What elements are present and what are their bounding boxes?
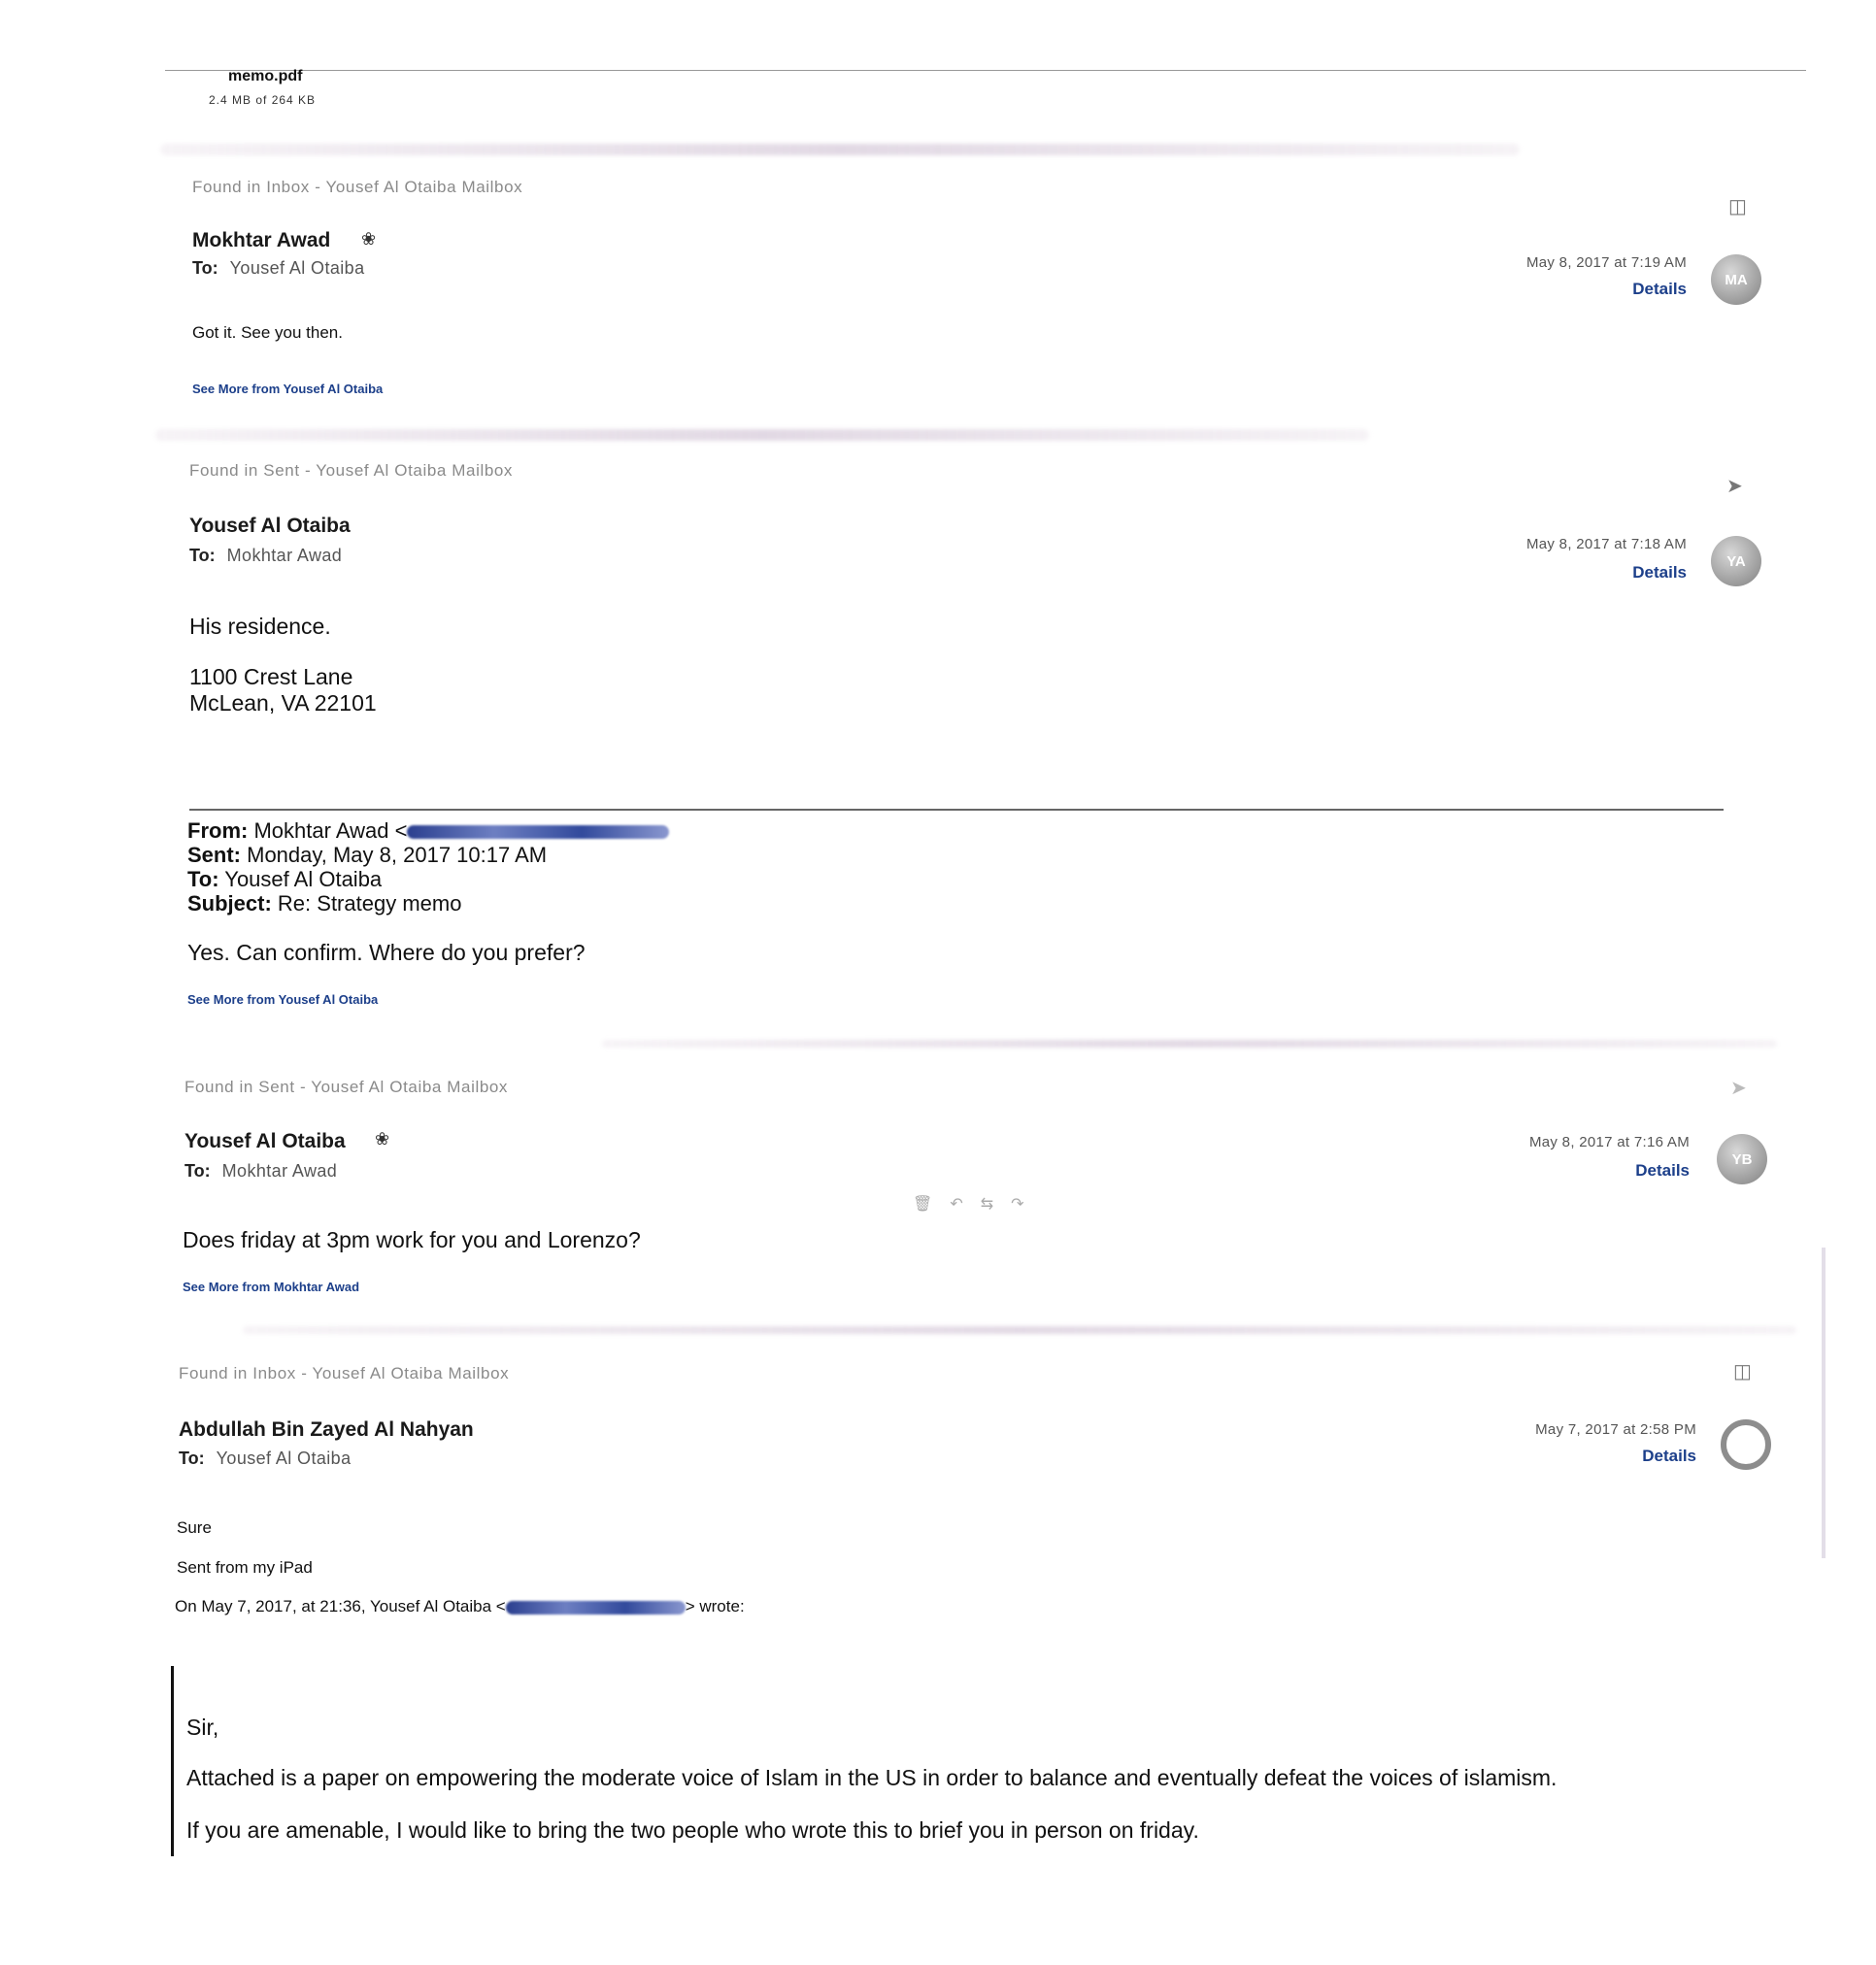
sender-name: Abdullah Bin Zayed Al Nahyan [179, 1418, 474, 1441]
to-label: To: [179, 1449, 205, 1468]
scan-smear [160, 144, 1520, 155]
email-body: Does friday at 3pm work for you and Lorenzo? [183, 1227, 641, 1252]
quoted-sent [187, 843, 547, 867]
details-link[interactable]: Details [1635, 1161, 1690, 1180]
email-body-line: Sure [177, 1518, 212, 1537]
sender-name: Mokhtar Awad [192, 229, 331, 251]
details-link[interactable]: Details [1642, 1447, 1696, 1465]
to-label: To: [184, 1161, 211, 1181]
recipient-name: Mokhtar Awad [221, 1161, 338, 1181]
recipient-name: Yousef Al Otaiba [229, 258, 365, 278]
recipient-name: Mokhtar Awad [226, 546, 343, 565]
to-label: To: [187, 867, 219, 891]
subject-label: Subject: [187, 891, 272, 916]
quoted-paragraph: Attached is a paper on empowering the moderate voice of Islam in the US in order to balance and eventually defeat the voices of islamism. [186, 1765, 1558, 1790]
found-in-label: Found in Inbox - Yousef Al Otaiba Mailbox [192, 178, 523, 196]
details-link[interactable]: Details [1632, 563, 1687, 582]
found-in-label: Found in Inbox - Yousef Al Otaiba Mailbox [179, 1364, 510, 1382]
address-line: McLean, VA 22101 [189, 690, 377, 716]
from-label: From: [187, 818, 249, 843]
to-label: To: [189, 546, 216, 565]
quoted-salutation: Sir, [186, 1715, 219, 1740]
paper-plane-icon[interactable]: ➤ [1726, 476, 1743, 497]
avatar: YA [1711, 536, 1761, 586]
see-more-link[interactable]: See More from Mokhtar Awad [183, 1280, 360, 1294]
wrote-line [175, 1597, 745, 1616]
quoted-subject [187, 891, 461, 916]
email-timestamp: May 8, 2017 at 7:16 AM [1528, 1134, 1690, 1150]
to-label: To: [192, 258, 218, 278]
quote-bar [171, 1666, 174, 1856]
recipient-line [179, 1449, 352, 1469]
email-signature: Sent from my iPad [177, 1558, 313, 1577]
avatar: MA [1711, 254, 1761, 305]
reply-icon[interactable]: ↶ [950, 1196, 981, 1213]
sender-name: Yousef Al Otaiba [184, 1130, 346, 1152]
trash-icon[interactable]: 🗑 [913, 1196, 951, 1213]
wrote-prefix: On May 7, 2017, at 21:36, Yousef Al Otaiba < [175, 1597, 506, 1615]
avatar [1721, 1419, 1771, 1470]
found-in-label: Found in Sent - Yousef Al Otaiba Mailbox [184, 1078, 509, 1096]
avatar: YB [1717, 1134, 1767, 1184]
sent-value: Monday, May 8, 2017 10:17 AM [247, 843, 548, 867]
paperclip-icon: ❀ [361, 229, 377, 249]
quoted-to [187, 867, 382, 891]
wrote-suffix: > wrote: [685, 1597, 745, 1615]
recipient-line [189, 546, 342, 566]
subject-value: Re: Strategy memo [277, 891, 462, 916]
scan-edge [1822, 1248, 1826, 1558]
recipient-line [184, 1161, 337, 1182]
details-link[interactable]: Details [1632, 280, 1687, 298]
attachment-size: 2.4 MB of 264 KB [209, 93, 317, 107]
to-value: Yousef Al Otaiba [224, 867, 383, 891]
redaction [407, 825, 669, 839]
scan-smear [243, 1326, 1796, 1334]
top-divider [165, 70, 1806, 71]
folder-icon[interactable]: ◫ [1733, 1361, 1752, 1382]
folder-icon[interactable]: ◫ [1728, 196, 1747, 217]
sent-label: Sent: [187, 843, 241, 867]
recipient-name: Yousef Al Otaiba [216, 1449, 352, 1468]
sender-name: Yousef Al Otaiba [189, 515, 351, 537]
quoted-body: Yes. Can confirm. Where do you prefer? [187, 940, 586, 965]
reply-all-icon[interactable]: ⇆ [980, 1196, 1012, 1213]
address-line: 1100 Crest Lane [189, 664, 353, 689]
attachment-filename[interactable]: memo.pdf [228, 68, 303, 84]
paper-plane-icon[interactable]: ➤ [1730, 1078, 1747, 1099]
from-value: Mokhtar Awad [253, 818, 389, 843]
email-body: Got it. See you then. [192, 323, 343, 342]
scan-smear [155, 429, 1369, 441]
email-body-line: His residence. [189, 614, 331, 639]
email-timestamp: May 8, 2017 at 7:18 AM [1525, 536, 1687, 552]
message-toolbar [913, 1194, 1042, 1214]
scan-smear [602, 1040, 1777, 1048]
found-in-label: Found in Sent - Yousef Al Otaiba Mailbox [189, 461, 514, 480]
email-timestamp: May 7, 2017 at 2:58 PM [1535, 1421, 1696, 1438]
quoted-paragraph: If you are amenable, I would like to bring the two people who wrote this to brief you in person on friday. [186, 1817, 1199, 1843]
see-more-link[interactable]: See More from Yousef Al Otaiba [192, 382, 384, 396]
redaction [506, 1601, 686, 1615]
email-timestamp: May 8, 2017 at 7:19 AM [1525, 254, 1687, 271]
see-more-link[interactable]: See More from Yousef Al Otaiba [187, 992, 379, 1007]
quoted-from: From: Mokhtar Awad < [187, 818, 669, 843]
quoted-divider [189, 809, 1724, 811]
paperclip-icon: ❀ [375, 1129, 390, 1149]
recipient-line [192, 258, 365, 279]
forward-icon[interactable]: ↷ [1011, 1196, 1042, 1213]
